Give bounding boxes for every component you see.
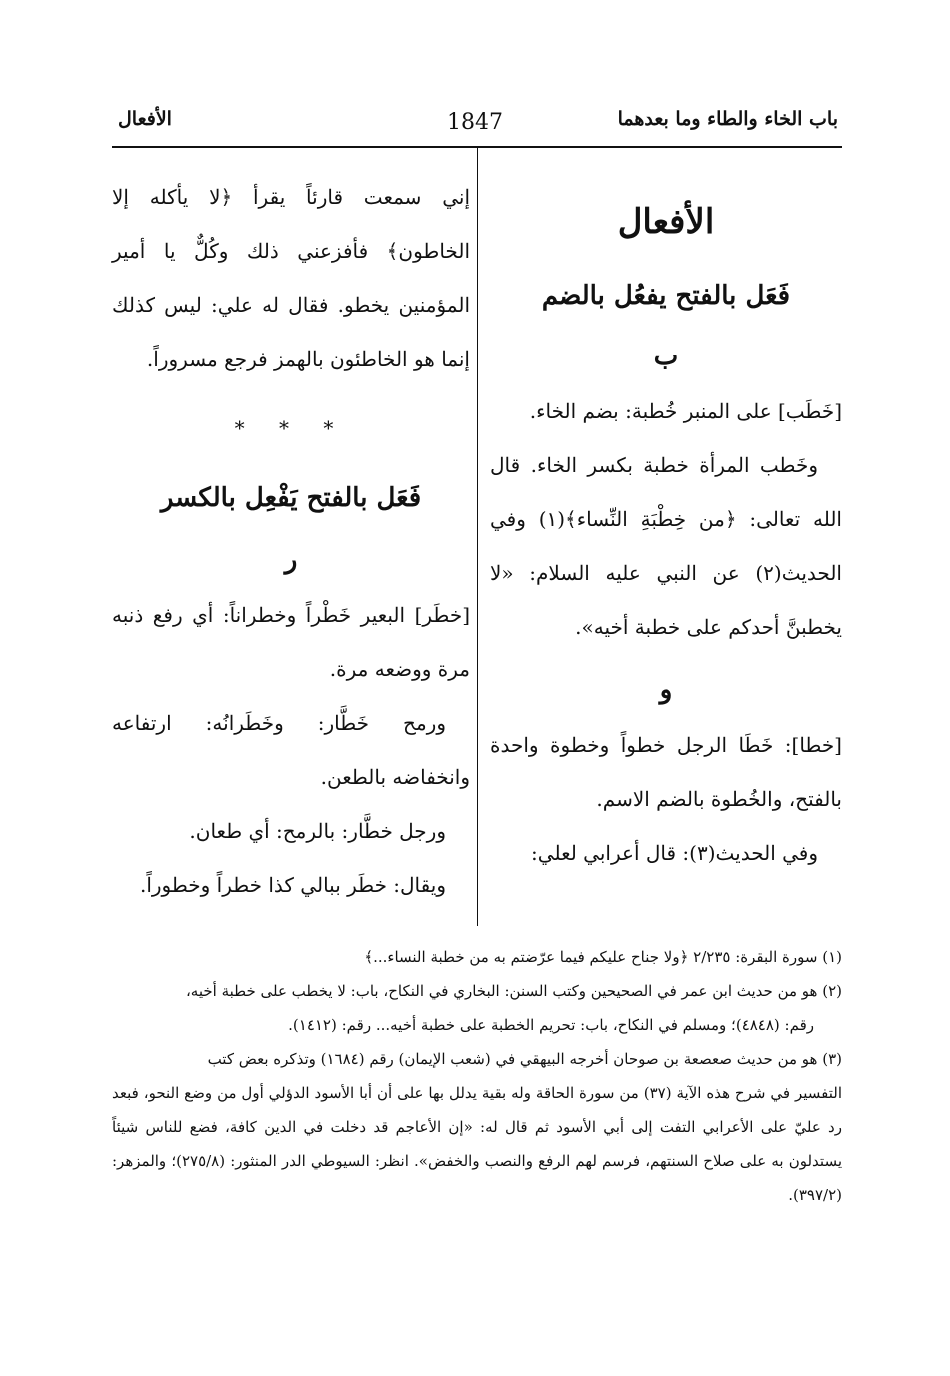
footnote-3: (٣) هو من حديث صعصعة بن صوحان أخرجه البيهقي في (شعب الإيمان) رقم (١٦٨٤) وتذكره بعض كتب [207,1050,842,1068]
entry-khataba: [خَطَب] على المنبر خُطبة: بضم الخاء. [529,399,842,423]
running-header-section: الأفعال [118,108,172,130]
entry-hadith-intro: وفي الحديث(٣): قال أعرابي لعلي: [531,841,818,865]
letter-heading-r: ر [284,545,298,575]
footnote-1: (١) سورة البقرة: ٢/٢٣٥ ﴿ولا جناح عليكم فيما عرّضتم به من خطبة النساء...﴾ [364,948,842,966]
running-header-chapter: باب الخاء والطاء وما بعدهما [617,108,838,130]
entry-khata: [خطا]: خَطَا الرجل خطواً وخطوة واحدة بالفتح، والخُطوة بالضم الاسم. [490,733,842,811]
entry-khatara-bibali: ويقال: خطَر ببالي كذا خطراً وخطوراً. [139,873,446,897]
footnote-2-continued: رقم: (٤٨٤٨)؛ ومسلم في النكاح، باب: تحريم الخطبة على خطبة أخيه... رقم: (١٤١٢). [288,1016,814,1034]
left-column [112,170,470,912]
subsection-title: فَعَل بالفتح يفعُل بالضم [541,281,791,311]
column-divider [477,148,478,926]
footnote-3-continued: التفسير في شرح هذه الآية (٣٧) من سورة الحاقة وله بقية يدلل بها على أن أبا الأسود الدؤلي أول من وضع النحو، فبعد رد عليّ على الأعرابي التفت إلى أبي الأسود ثم قال له: «إن الأعاجم قد دخلت في الدين كافة، فضع للناس شيئاً يستدلون به على صلاح السنتهم، فرسم لهم الرفع والنصب والخفض». انظر: السيوطي الدر المنثور: (٢٧٥/٨)؛ والمزهر: (٣٩٧/٢). [112,1084,842,1204]
section-separator: * * * [234,416,348,440]
letter-heading-w: و [659,675,673,705]
hadith-continuation: إني سمعت قارئاً يقرأ ﴿لا يأكله إلا الخاطون﴾ فأفزعني ذلك وكُلٌّ يا أمير المؤمنين يخطو. فقال له علي: ليس كذلك إنما هو الخاطئون بالهمز فرجع مسروراً. [112,185,470,371]
entry-khitba: وخَطب المرأة خطبة بكسر الخاء. قال الله تعالى: ﴿من خِطْبَةِ النِّساء﴾(١) وفي الحديث(٢) عن النبي عليه السلام: «لا يخطبنَّ أحدكم على خطبة أخيه». [490,453,842,639]
entry-rajul-khattar: ورجل خطَّار: بالرمح: أي طعان. [189,819,446,843]
right-column [490,170,842,880]
page-number: 1847 [447,110,503,135]
entry-rumh-khattar: ورمح خَطَّار: وخَطَرانُه: ارتفاعه وانخفاضه بالطعن. [112,711,470,789]
letter-heading-b: ب [653,341,679,371]
entry-khatara: [خطَر] البعير خَطْراً وخطراناً: أي رفع ذنبه مرة ووضعه مرة. [112,603,470,681]
footnote-2: (٢) هو من حديث ابن عمر في الصحيحين وكتب السنن: البخاري في النكاح، باب: لا يخطب على خطبة أخيه، [185,982,842,1000]
section-title: الأفعال [617,202,715,242]
footnotes [112,940,842,1212]
subsection-title-kasr: فَعَل بالفتح يَفْعِل بالكسر [160,483,422,513]
